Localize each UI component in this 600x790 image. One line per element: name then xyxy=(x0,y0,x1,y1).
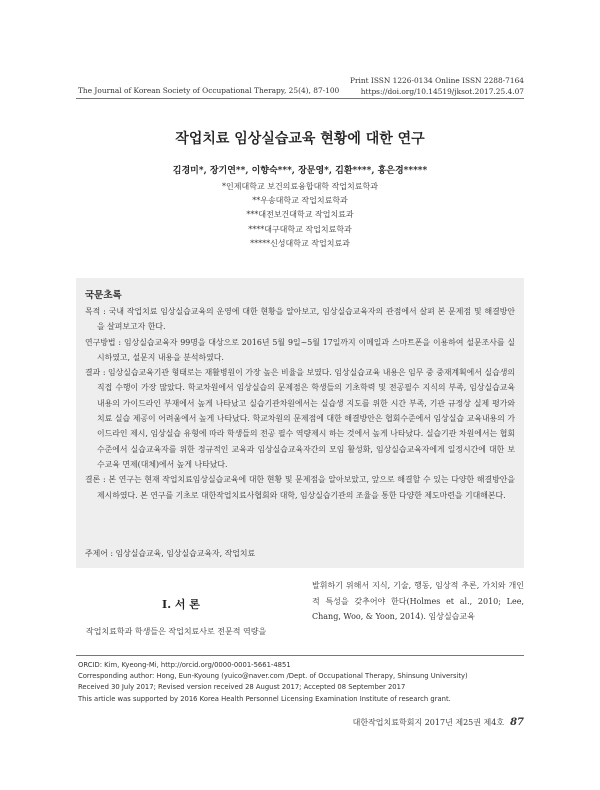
abstract-purpose: 목적 : 국내 작업치료 임상실습교육의 운영에 대한 현황을 알아보고, 임상실습교육자의 관점에서 살펴 본 문제점 및 해결방안을 살펴보고자 한다. xyxy=(85,307,515,332)
affiliation-list xyxy=(0,180,600,251)
issn-doi-block xyxy=(350,75,524,97)
keywords: 주제어 : 임상실습교육, 임상실습교육자, 작업치료 xyxy=(85,549,256,558)
footnote-rule xyxy=(76,655,524,656)
intro-left-column: 작업치료학과 학생들은 작업치료사로 전문적 역량을 xyxy=(86,627,267,636)
intro-right-column: 발휘하기 위해서 지식, 기술, 행동, 임상적 추론, 가치와 개인적 특성을 갖추어야 한다(Holmes et al., 2010; Lee, Chang, Woo, & Yoon, 2014). 임상실습교육 xyxy=(312,581,524,621)
abstract-conclusion: 결론 : 본 연구는 현재 작업치료임상실습교육에 대한 현황 및 문제점을 알아보았고, 앞으로 해결할 수 있는 다양한 해결방안을 제시하였다. 본 연구를 기초로 대한작업치료사협회와 대학, 임상실습기관의 조율을 통한 다양한 제도마련을 기대해본다. xyxy=(85,475,515,500)
journal-citation: The Journal of Korean Society of Occupational Therapy, 25(4), 87-100 xyxy=(78,86,340,95)
affiliation-item: ***대전보건대학교 작업치료과 xyxy=(246,210,354,220)
abstract-heading: 국문초록 xyxy=(85,290,122,301)
corresponding-author-note: Corresponding author: Hong, Eun-Kyoung (yuico@naver.com /Dept. of Occupational Therapy, Shinsung University) xyxy=(78,672,468,681)
abstract-methods: 연구방법 : 임상실습교육자 99명을 대상으로 2016년 5월 9일~5월 17일까지 이메일과 스마트폰을 이용하여 설문조사를 실시하였고, 설문지 내용을 분석하였다. xyxy=(85,337,515,362)
received-dates-note: Received 30 July 2017; Revised version received 28 August 2017; Accepted 08 September 2017 xyxy=(78,683,406,692)
footnotes xyxy=(78,660,468,705)
doi-link[interactable]: https://doi.org/10.14519/jksot.2017.25.4.07 xyxy=(360,87,524,96)
abstract-body xyxy=(85,304,515,503)
page-footer xyxy=(353,717,524,728)
journal-issue: 대한작업치료학회지 2017년 제25권 제4호 xyxy=(352,718,505,727)
affiliation-item: *인제대학교 보건의료융합대학 작업치료학과 xyxy=(222,182,378,191)
affiliation-item: ****대구대학교 작업치료학과 xyxy=(248,224,352,234)
affiliation-item: **우송대학교 작업치료학과 xyxy=(252,196,348,206)
paper-title: 작업치료 임상실습교육 현황에 대한 연구 xyxy=(175,131,425,147)
section-heading-introduction: Ⅰ. 서 론 xyxy=(162,598,200,611)
header-rule xyxy=(76,98,524,99)
page-number: 87 xyxy=(510,717,524,728)
abstract-results: 결과 : 임상실습교육기관 형태로는 재활병원이 가장 높은 비율을 보였다. 임상실습교육 내용은 임무 중 중재계획에서 실습생의 직접 수행이 가장 많았다. 학교차원에서 임상실습의 문제점은 학생들의 기초학력 및 전공필수 지식의 부족, 임상실습교육 내용의 가이드라인 부재에서 높게 나타났고 실습기관차원에서는 실습생 지도를 위한 시간 부족, 기관 규정상 실제 평가와 치료 실습 제공이 어려움에서 높게 나타났다. 학교차원의 문제점에 대한 해결방안은 협회수준에서 임상실습 교육내용의 가이드라인 제시, 임상실습 유형에 따라 학생들의 전공 필수 역량제시 하는 것에서 높게 나타났다. 실습기관 차원에서는 협회수준에서 실습교육자를 위한 정규적인 교육과 임상실습교육자간의 모임 활성화, 임상실습교육자에게 일정시간에 대한 보수교육 면제(대체)에서 높게 나타났다. xyxy=(85,368,515,469)
author-list: 김경미*, 장기연**, 이향숙***, 장문영*, 김환****, 홍은경***** xyxy=(172,166,428,176)
orcid-note[interactable]: ORCID: Kim, Kyeong-Mi, http://orcid.org/0000-0001-5661-4851 xyxy=(78,661,291,669)
funding-note: This article was supported by 2016 Korea Health Personnel Licensing Examination Institute of research grant. xyxy=(78,694,451,703)
issn-line: Print ISSN 1226-0134 Online ISSN 2288-7164 xyxy=(349,76,524,85)
affiliation-item: *****신성대학교 작업치료과 xyxy=(250,238,350,248)
